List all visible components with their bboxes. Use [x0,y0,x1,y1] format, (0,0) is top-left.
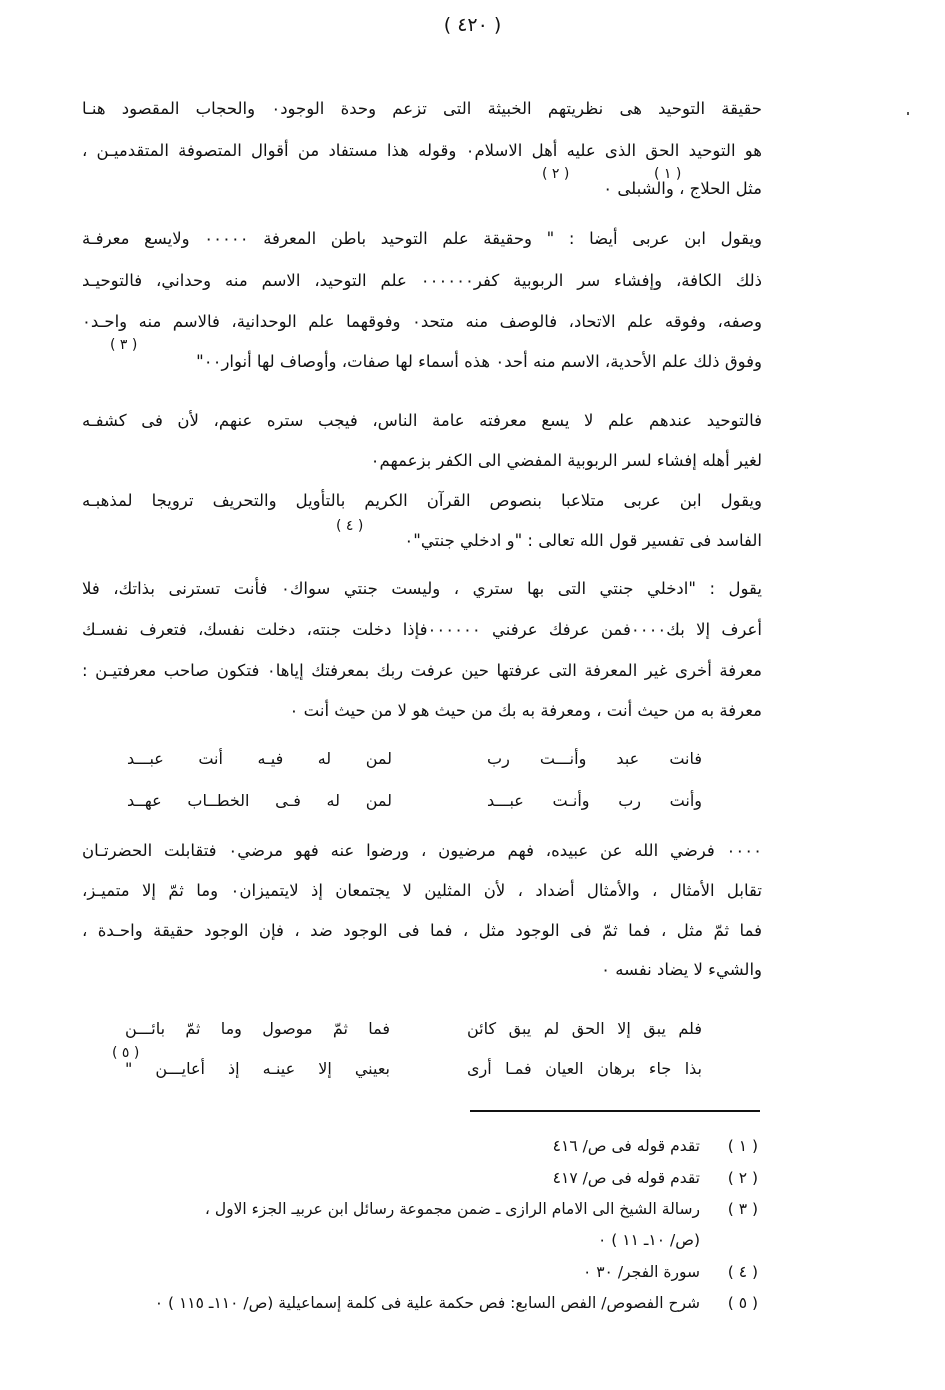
text-line: فالتوحيد عندهم علم لا يسع معرفته عامة الناس، فيجب ستره عنهم، لأن فى كشفـه [82,411,762,430]
footnote-ref-1: ( ١ ) [654,166,682,182]
footnote-number: ( ٥ ) [727,1294,758,1312]
page-number: ( ٤٢٠ ) [443,14,502,36]
text-line: وصفه، وفوقه علم الاتحاد، فالوصف منه متحد٠ وفوقهما علم الوحدانية، فالاسم منه واحـد٠ [82,312,762,331]
text-line: أعرف إلا بك٠٠٠٠فمن عرفك عرفني ٠٠٠٠٠٠فإذا دخلت جنته، دخلت نفسك، فتعرف نفسـك [82,620,762,639]
text-line: معرفة أخرى غير المعرفة التى عرفتها حين عرفت ربك بمعرفتك إياها٠ فتكون صاحب معرفتيـن : [82,661,762,680]
footnote-ref-5: ( ٥ ) [112,1045,140,1061]
text-line: والشيء لا يضاد نفسه ٠ [601,960,762,979]
verse-hemistich: فما ثمّ موصول وما ثمّ بائـــن [125,1019,390,1038]
footnote-text-continued: (ص/ ١٠ـ ١١ ) ٠ [598,1231,700,1249]
text-line: مثل الحلاج ، والشبلى ٠ [603,179,762,198]
footnote-separator [470,1110,760,1112]
verse-hemistich: لمن له فيـه أنت عبـــد [127,749,392,768]
footnote-text: تقدم قوله فى ص/ ٤١٦ [552,1137,700,1155]
footnote-text: تقدم قوله فى ص/ ٤١٧ [552,1169,700,1187]
footnote-ref-4: ( ٤ ) [336,518,364,534]
scan-speck [907,112,909,115]
footnote-ref-3: ( ٣ ) [110,337,138,353]
footnote-number: ( ٤ ) [727,1263,758,1281]
text-line: ويقول ابن عربى متلاعبا بنصوص القرآن الكريم بالتأويل والتحريف ترويجا لمذهبـه [82,491,762,510]
footnote-number: ( ١ ) [727,1137,758,1155]
verse-hemistich: وأنت رب وأنـت عبـــد [487,791,702,810]
text-line: ويقول ابن عربى أيضا : " وحقيقة علم التوحيد باطن المعرفة ٠٠٠٠٠ ولايسع معرفـة [82,229,762,248]
text-line: الفاسد فى تفسير قول الله تعالى : "و ادخلي جنتي"٠ [404,531,762,550]
text-line: تقابل الأمثال ، والأمثال أضداد ، لأن المثلين لا يجتمعان إذ لايتميزان٠ وما ثمّ إلا متميـز، [82,881,762,900]
text-line: هو التوحيد الحق الذى عليه أهل الاسلام٠ وقوله هذا مستفاد من أقوال المتصوفة المتقدميـن ، [82,141,762,160]
verse-hemistich: فلم يبق إلا الحق لم يبق كائن [467,1019,702,1038]
text-line: ذلك الكافة، وإفشاء سر الربوبية كفر٠٠٠٠٠٠ علم التوحيد، الاسم منه وحداني، فالتوحيـد [82,271,762,290]
footnote-text: شرح الفصوص/ الفص السابع: فص حكمة علية فى كلمة إسماعيلية (ص/ ١١٠ـ ١١٥ ) ٠ [154,1294,700,1312]
verse-hemistich: بذا جاء برهان العيان فمـا أرى [467,1059,702,1078]
footnote-number: ( ٣ ) [727,1200,758,1218]
verse-hemistich: لمن له فـى الخطــاب عهــد [127,791,392,810]
text-line: حقيقة التوحيد هى نظريتهم الخبيثة التى تزعم وحدة الوجود٠ والحجاب المقصود هنـا [82,99,762,118]
text-line: لغير أهله إفشاء لسر الربوبية المفضي الى الكفر بزعمهم٠ [370,451,762,470]
footnote-ref-2: ( ٢ ) [542,166,570,182]
footnote-text: سورة الفجر/ ٣٠ ٠ [582,1263,700,1281]
footnote-number: ( ٢ ) [727,1169,758,1187]
text-line: وفوق ذلك علم الأحدية، الاسم منه أحد٠ هذه أسماء لها صفات، وأوصاف لها أنوار٠٠" [196,352,762,371]
verse-hemistich: بعيني إلا عينـه إذ أعايـــن " [125,1059,390,1078]
text-line: يقول : "ادخلي جنتي التى بها ستري ، وليست جنتي سواك٠ فأنت تسترنى بذاتك، فلا [82,579,762,598]
text-line: ٠٠٠٠ فرضي الله عن عبيده، فهم مرضيون ، ورضوا عنه فهو مرضي٠ فتقابلت الحضرتـان [82,841,762,860]
text-line: فما ثمّ مثل ، فما ثمّ فى الوجود مثل ، فما فى الوجود ضد ، فإن الوجود حقيقة واحـدة ، [82,921,762,940]
text-line: معرفة به من حيث أنت ، ومعرفة به بك من حيث هو لا من حيث أنت ٠ [289,701,762,720]
verse-hemistich: فانت عبد وأنـــت رب [487,749,702,768]
footnote-text: رسالة الشيخ الى الامام الرازى ـ ضمن مجموعة رسائل ابن عربيـ الجزء الاول ، [204,1200,700,1218]
